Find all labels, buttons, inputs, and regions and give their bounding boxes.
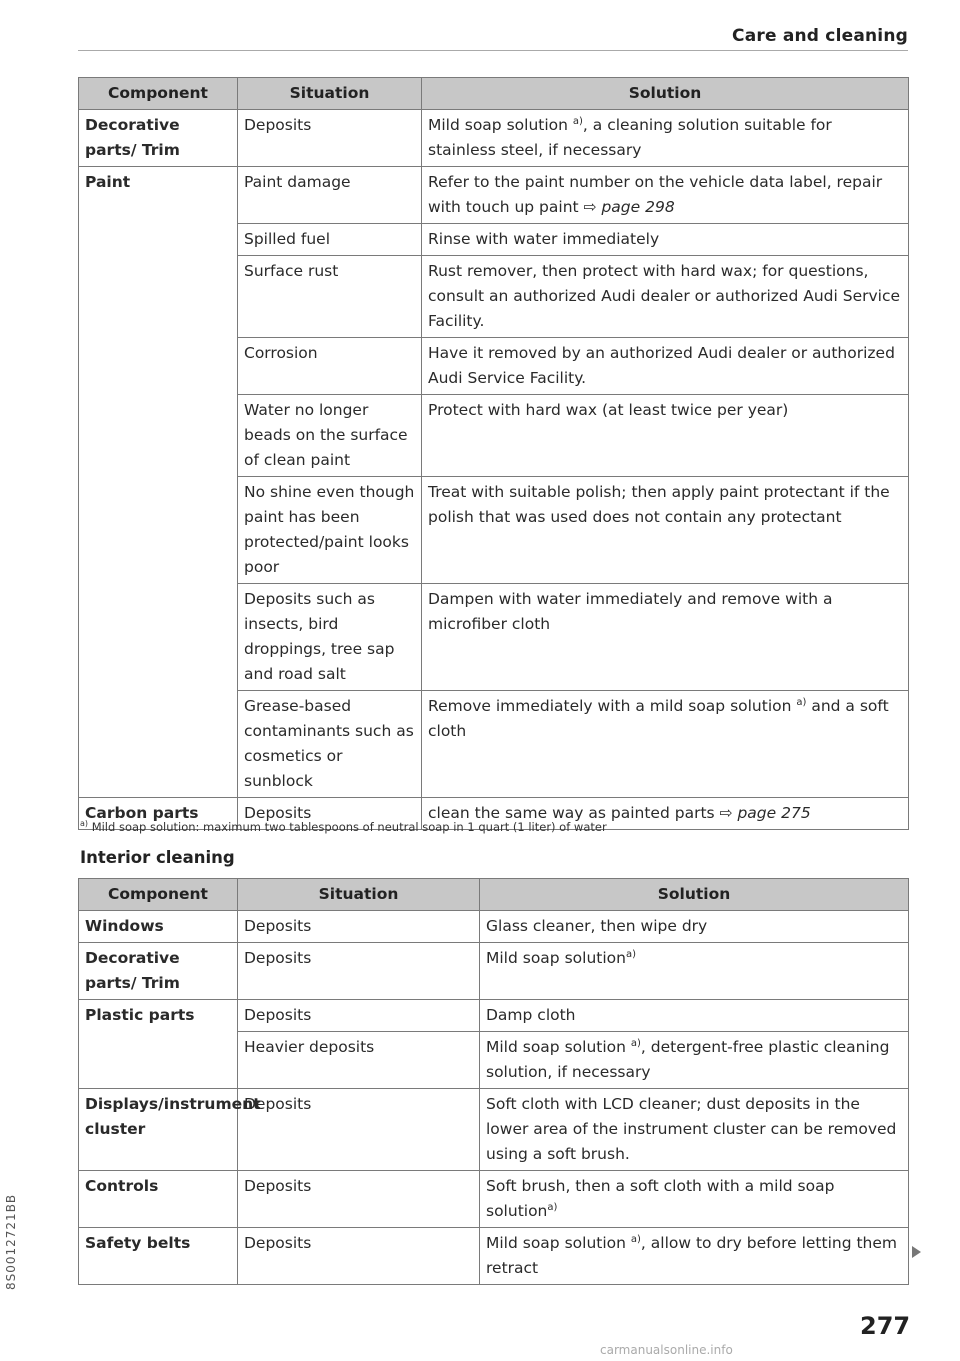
footnote-mark: a) bbox=[80, 819, 89, 829]
situation-cell: Grease-based contaminants such as cosmetics or sunblock bbox=[238, 691, 422, 798]
table-row bbox=[79, 1171, 909, 1228]
situation-cell: Deposits bbox=[238, 1089, 480, 1171]
solution-cell: Dampen with water immediately and remove with a microfiber cloth bbox=[422, 584, 909, 691]
component-cell: Carbon parts bbox=[79, 798, 238, 830]
situation-cell: No shine even though paint has been protected/paint looks poor bbox=[238, 477, 422, 584]
solution-cell: Mild soap solution$^{a)}$ bbox=[480, 943, 909, 1000]
situation-cell: Water no longer beads on the surface of clean paint bbox=[238, 395, 422, 477]
table-header-row bbox=[79, 78, 909, 110]
chapter-title: Care and cleaning bbox=[732, 26, 908, 46]
document-code: 8S0012721BB bbox=[4, 1193, 18, 1290]
footnote bbox=[80, 820, 607, 834]
solution-cell: Refer to the paint number on the vehicle data label, repair with touch up paint ⇨ page 298 bbox=[422, 167, 909, 224]
page-number: 277 bbox=[860, 1312, 911, 1340]
watermark: carmanualsonline.info bbox=[600, 1343, 733, 1357]
solution-cell: Mild soap solution $^{a)}$, detergent-free plastic cleaning solution, if necessary bbox=[480, 1032, 909, 1089]
component-cell: Paint bbox=[79, 167, 238, 798]
solution-cell: Soft cloth with LCD cleaner; dust deposits in the lower area of the instrument cluster can be removed using a soft brush. bbox=[480, 1089, 909, 1171]
header-component: Component bbox=[79, 879, 238, 911]
header-component: Component bbox=[79, 78, 238, 110]
solution-cell: Protect with hard wax (at least twice per year) bbox=[422, 395, 909, 477]
footnote-ref: a) bbox=[796, 696, 807, 708]
situation-cell: Deposits bbox=[238, 110, 422, 167]
header-situation: Situation bbox=[238, 879, 480, 911]
situation-cell: Heavier deposits bbox=[238, 1032, 480, 1089]
solution-cell: Mild soap solution $^{a)}$, allow to dry before letting them retract bbox=[480, 1228, 909, 1285]
situation-cell: Spilled fuel bbox=[238, 224, 422, 256]
exterior-cleaning-table bbox=[78, 77, 909, 830]
table-row bbox=[79, 943, 909, 1000]
component-cell: Plastic parts bbox=[79, 1000, 238, 1089]
solution-cell: Damp cloth bbox=[480, 1000, 909, 1032]
component-cell: Displays/instrument cluster bbox=[79, 1089, 238, 1171]
footnote-ref: a) bbox=[630, 1233, 641, 1245]
table-row bbox=[79, 1228, 909, 1285]
footnote-ref: a) bbox=[547, 1201, 558, 1213]
table-row bbox=[79, 167, 909, 224]
solution-cell: clean the same way as painted parts ⇨ page 275 bbox=[422, 798, 909, 830]
header-solution: Solution bbox=[480, 879, 909, 911]
component-cell: Windows bbox=[79, 911, 238, 943]
interior-cleaning-table bbox=[78, 878, 909, 1285]
situation-cell: Deposits bbox=[238, 798, 422, 830]
situation-cell: Deposits bbox=[238, 911, 480, 943]
situation-cell: Corrosion bbox=[238, 338, 422, 395]
page-reference-link[interactable]: page 275 bbox=[737, 804, 811, 822]
situation-cell: Surface rust bbox=[238, 256, 422, 338]
situation-cell: Deposits bbox=[238, 1228, 480, 1285]
component-cell: Safety belts bbox=[79, 1228, 238, 1285]
arrow-icon: ⇨ bbox=[583, 198, 597, 216]
section-title: Interior cleaning bbox=[80, 848, 235, 867]
solution-cell: Have it removed by an authorized Audi dealer or authorized Audi Service Facility. bbox=[422, 338, 909, 395]
footnote-text: Mild soap solution: maximum two tablespoons of neutral soap in 1 quart (1 liter) of water bbox=[91, 820, 607, 834]
situation-cell: Deposits bbox=[238, 943, 480, 1000]
footnote-ref: a) bbox=[630, 1037, 641, 1049]
solution-cell: Remove immediately with a mild soap solution $^{a)}$ and a soft cloth bbox=[422, 691, 909, 798]
solution-cell: Rinse with water immediately bbox=[422, 224, 909, 256]
continue-arrow-icon bbox=[912, 1246, 921, 1258]
solution-cell: Mild soap solution $^{a)}$, a cleaning solution suitable for stainless steel, if necessary bbox=[422, 110, 909, 167]
footnote-ref: a) bbox=[572, 115, 583, 127]
situation-cell: Deposits bbox=[238, 1000, 480, 1032]
footnote-ref: a) bbox=[625, 948, 636, 960]
page-reference-link[interactable]: page 298 bbox=[601, 198, 675, 216]
situation-cell: Deposits bbox=[238, 1171, 480, 1228]
component-cell: Decorative parts/ Trim bbox=[79, 943, 238, 1000]
table-row bbox=[79, 1089, 909, 1171]
component-cell: Controls bbox=[79, 1171, 238, 1228]
solution-cell: Rust remover, then protect with hard wax; for questions, consult an authorized Audi dealer or authorized Audi Service Facility. bbox=[422, 256, 909, 338]
table-header-row bbox=[79, 879, 909, 911]
solution-cell: Soft brush, then a soft cloth with a mild soap solution$^{a)}$ bbox=[480, 1171, 909, 1228]
header-solution: Solution bbox=[422, 78, 909, 110]
table-row bbox=[79, 110, 909, 167]
solution-cell: Treat with suitable polish; then apply paint protectant if the polish that was used does not contain any protectant bbox=[422, 477, 909, 584]
component-cell: Decorative parts/ Trim bbox=[79, 110, 238, 167]
page-header bbox=[78, 26, 908, 51]
solution-cell: Glass cleaner, then wipe dry bbox=[480, 911, 909, 943]
table-row bbox=[79, 911, 909, 943]
header-situation: Situation bbox=[238, 78, 422, 110]
situation-cell: Paint damage bbox=[238, 167, 422, 224]
arrow-icon: ⇨ bbox=[719, 804, 733, 822]
table-row bbox=[79, 1000, 909, 1032]
situation-cell: Deposits such as insects, bird droppings, tree sap and road salt bbox=[238, 584, 422, 691]
